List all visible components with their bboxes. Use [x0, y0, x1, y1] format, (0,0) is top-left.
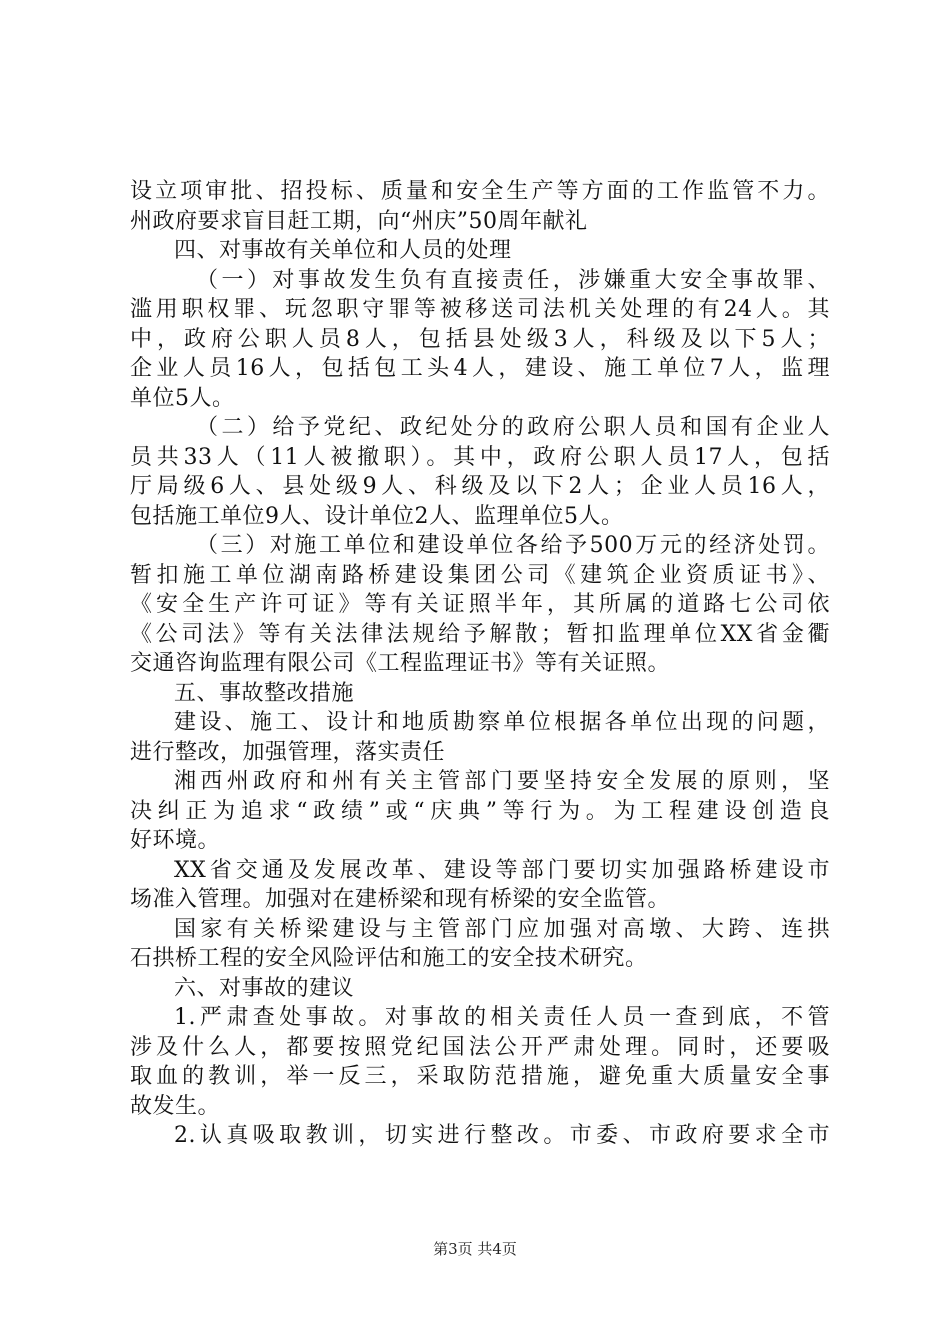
- text-line: （三）对施工单位和建设单位各给予500万元的经济处罚。: [196, 533, 830, 558]
- text-line: 石拱桥工程的安全风险评估和施工的安全技术研究。: [130, 946, 648, 971]
- text-line: （二）给予党纪、政纪处分的政府公职人员和国有企业人: [196, 415, 830, 440]
- text-line: 企业人员16人，包括包工头4人，建设、施工单位7人，监理: [130, 356, 830, 381]
- text-line: 《安全生产许可证》等有关证照半年，其所属的道路七公司依: [130, 592, 830, 617]
- document-body: [130, 177, 830, 1151]
- text-line: 厅局级6人、县处级9人、科级及以下2人；企业人员16人，: [130, 474, 830, 499]
- text-line: 进行整改，加强管理，落实责任: [130, 739, 446, 765]
- text-line: 滥用职权罪、玩忽职守罪等被移送司法机关处理的有24人。其: [130, 297, 830, 322]
- text-line: （一）对事故发生负有直接责任，涉嫌重大安全事故罪、: [196, 267, 830, 293]
- text-line: 五、事故整改措施: [174, 680, 355, 706]
- text-line: 暂扣施工单位湖南路桥建设集团公司《建筑企业资质证书》、: [130, 562, 830, 588]
- text-line: 州政府要求盲目赶工期，向“州庆”50周年献礼: [130, 208, 588, 234]
- text-line: 取血的教训，举一反三，采取防范措施，避免重大质量安全事: [130, 1064, 830, 1089]
- text-line: XX省交通及发展改革、建设等部门要切实加强路桥建设市: [174, 857, 830, 883]
- text-line: 2.认真吸取教训，切实进行整改。市委、市政府要求全市: [174, 1123, 830, 1148]
- text-line: 单位5人。: [130, 385, 235, 411]
- text-line: 六、对事故的建议: [174, 975, 355, 1001]
- text-line: 《公司法》等有关法律法规给予解散；暂扣监理单位XX省金衢: [130, 621, 830, 647]
- text-line: 设立项审批、招投标、质量和安全生产等方面的工作监管不力。: [130, 179, 830, 204]
- text-line: 国家有关桥梁建设与主管部门应加强对高墩、大跨、连拱: [174, 916, 830, 942]
- text-line: 员共33人（11人被撤职）。其中，政府公职人员17人，包括: [130, 444, 830, 470]
- text-line: 四、对事故有关单位和人员的处理: [174, 238, 512, 263]
- text-line: 好环境。: [130, 828, 221, 853]
- text-line: 包括施工单位9人、设计单位2人、监理单位5人。: [130, 503, 624, 529]
- text-line: 建设、施工、设计和地质勘察单位根据各单位出现的问题，: [174, 710, 830, 735]
- text-line: 涉及什么人，都要按照党纪国法公开严肃处理。同时，还要吸: [130, 1034, 830, 1060]
- text-line: 场准入管理。加强对在建桥梁和现有桥梁的安全监管。: [130, 887, 671, 912]
- text-line: 湘西州政府和州有关主管部门要坚持安全发展的原则，坚: [174, 769, 830, 794]
- text-line: 决纠正为追求“政绩”或“庆典”等行为。为工程建设创造良: [130, 798, 830, 824]
- page-footer: 第3页 共4页: [433, 1240, 517, 1258]
- text-line: 故发生。: [130, 1093, 221, 1119]
- text-line: 1.严肃查处事故。对事故的相关责任人员一查到底，不管: [174, 1005, 830, 1030]
- text-line: 中，政府公职人员8人，包括县处级3人，科级及以下5人；: [130, 326, 830, 352]
- text-line: 交通咨询监理有限公司《工程监理证书》等有关证照。: [130, 651, 671, 676]
